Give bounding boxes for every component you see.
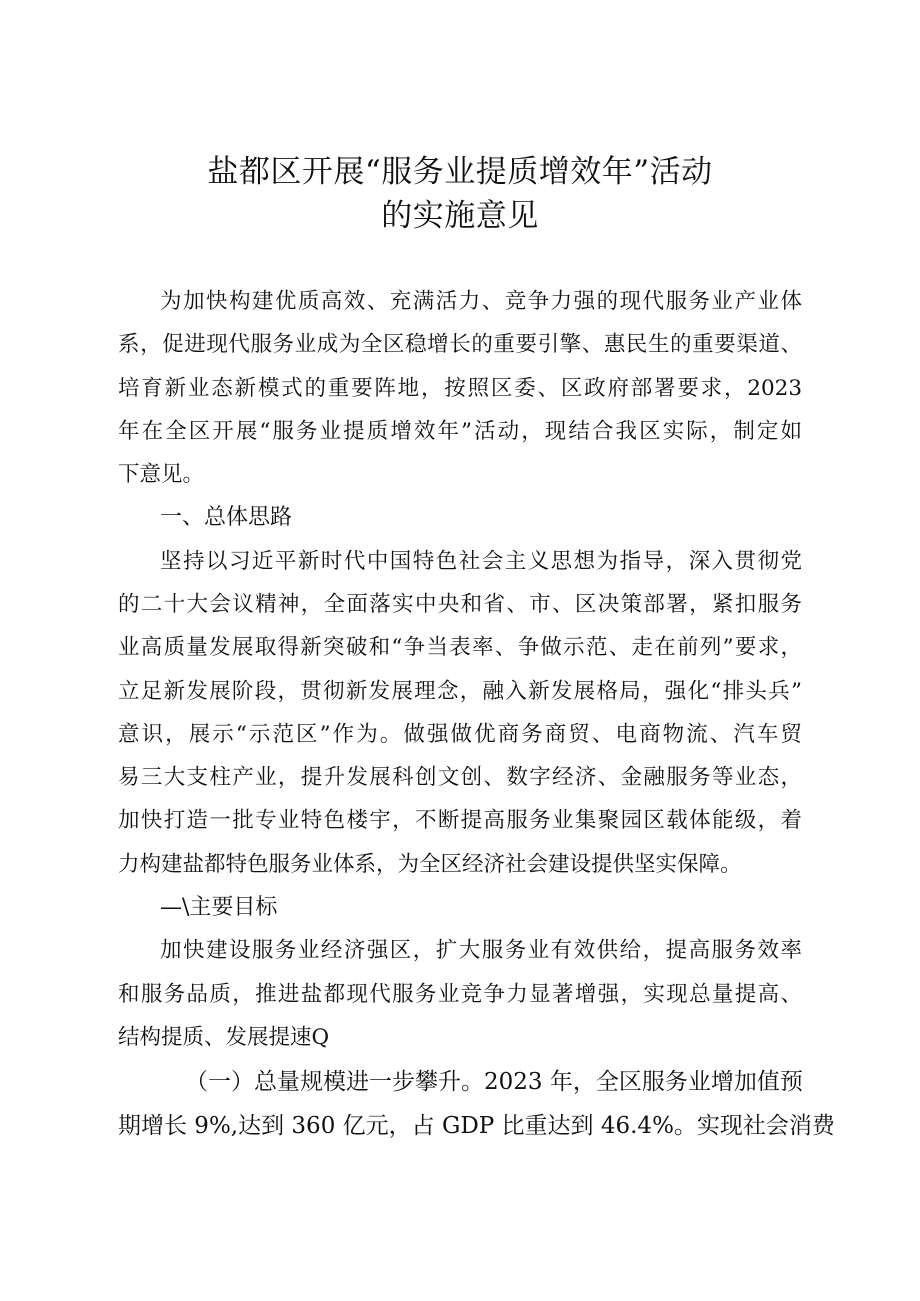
section1-line: 坚持以习近平新时代中国特色社会主义思想为指导，深入贯彻党 bbox=[160, 549, 802, 574]
section1-line: 业高质量发展取得新突破和“争当表率、争做示范、走在前列”要求， bbox=[118, 635, 802, 660]
subsection1-line: （一）总量规模进一步攀升。2023 年，全区服务业增加值预 bbox=[185, 1069, 803, 1095]
document-title-line-1: 盐都区开展“服务业提质增效年”活动 bbox=[207, 154, 713, 190]
section-heading-main-goals: —\主要目标 bbox=[160, 895, 278, 920]
intro-line: 下意见。 bbox=[118, 462, 205, 487]
section1-line: 易三大支柱产业，提升发展科创文创、数字经济、金融服务等业态， bbox=[118, 765, 802, 790]
section2-line: 和服务品质，推进盐都现代服务业竞争力显著增强，实现总量提高、 bbox=[118, 982, 802, 1007]
section1-line: 意识，展示“示范区”作为。做强做优商务商贸、电商物流、汽车贸 bbox=[118, 722, 802, 747]
section2-line: 结构提质、发展提速Q bbox=[118, 1025, 330, 1050]
intro-line: 年在全区开展“服务业提质增效年”活动，现结合我区实际，制定如 bbox=[118, 419, 802, 444]
section1-line: 力构建盐都特色服务业体系，为全区经济社会建设提供坚实保障。 bbox=[118, 852, 742, 877]
section1-line: 加快打造一批专业特色楼宇，不断提高服务业集聚园区载体能级，着 bbox=[118, 808, 802, 833]
intro-line: 为加快构建优质高效、充满活力、竞争力强的现代服务业产业体 bbox=[160, 289, 802, 314]
section2-line: 加快建设服务业经济强区，扩大服务业有效供给，提高服务效率 bbox=[160, 938, 802, 963]
section1-line: 立足新发展阶段，贯彻新发展理念，融入新发展格局，强化“排头兵” bbox=[118, 679, 802, 704]
section-heading-overall-approach: 一、总体思路 bbox=[160, 505, 293, 530]
subsection1-line: 期增长 9%,达到 360 亿元，占 GDP 比重达到 46.4%。实现社会消费 bbox=[118, 1113, 835, 1139]
section1-line: 的二十大会议精神，全面落实中央和省、市、区决策部署，紧扣服务 bbox=[118, 592, 802, 617]
intro-line: 培育新业态新模式的重要阵地，按照区委、区政府部署要求，2023 bbox=[118, 376, 802, 401]
intro-line: 系，促进现代服务业成为全区稳增长的重要引擎、惠民生的重要渠道、 bbox=[118, 332, 802, 357]
document-title-line-2: 的实施意见 bbox=[381, 198, 539, 234]
